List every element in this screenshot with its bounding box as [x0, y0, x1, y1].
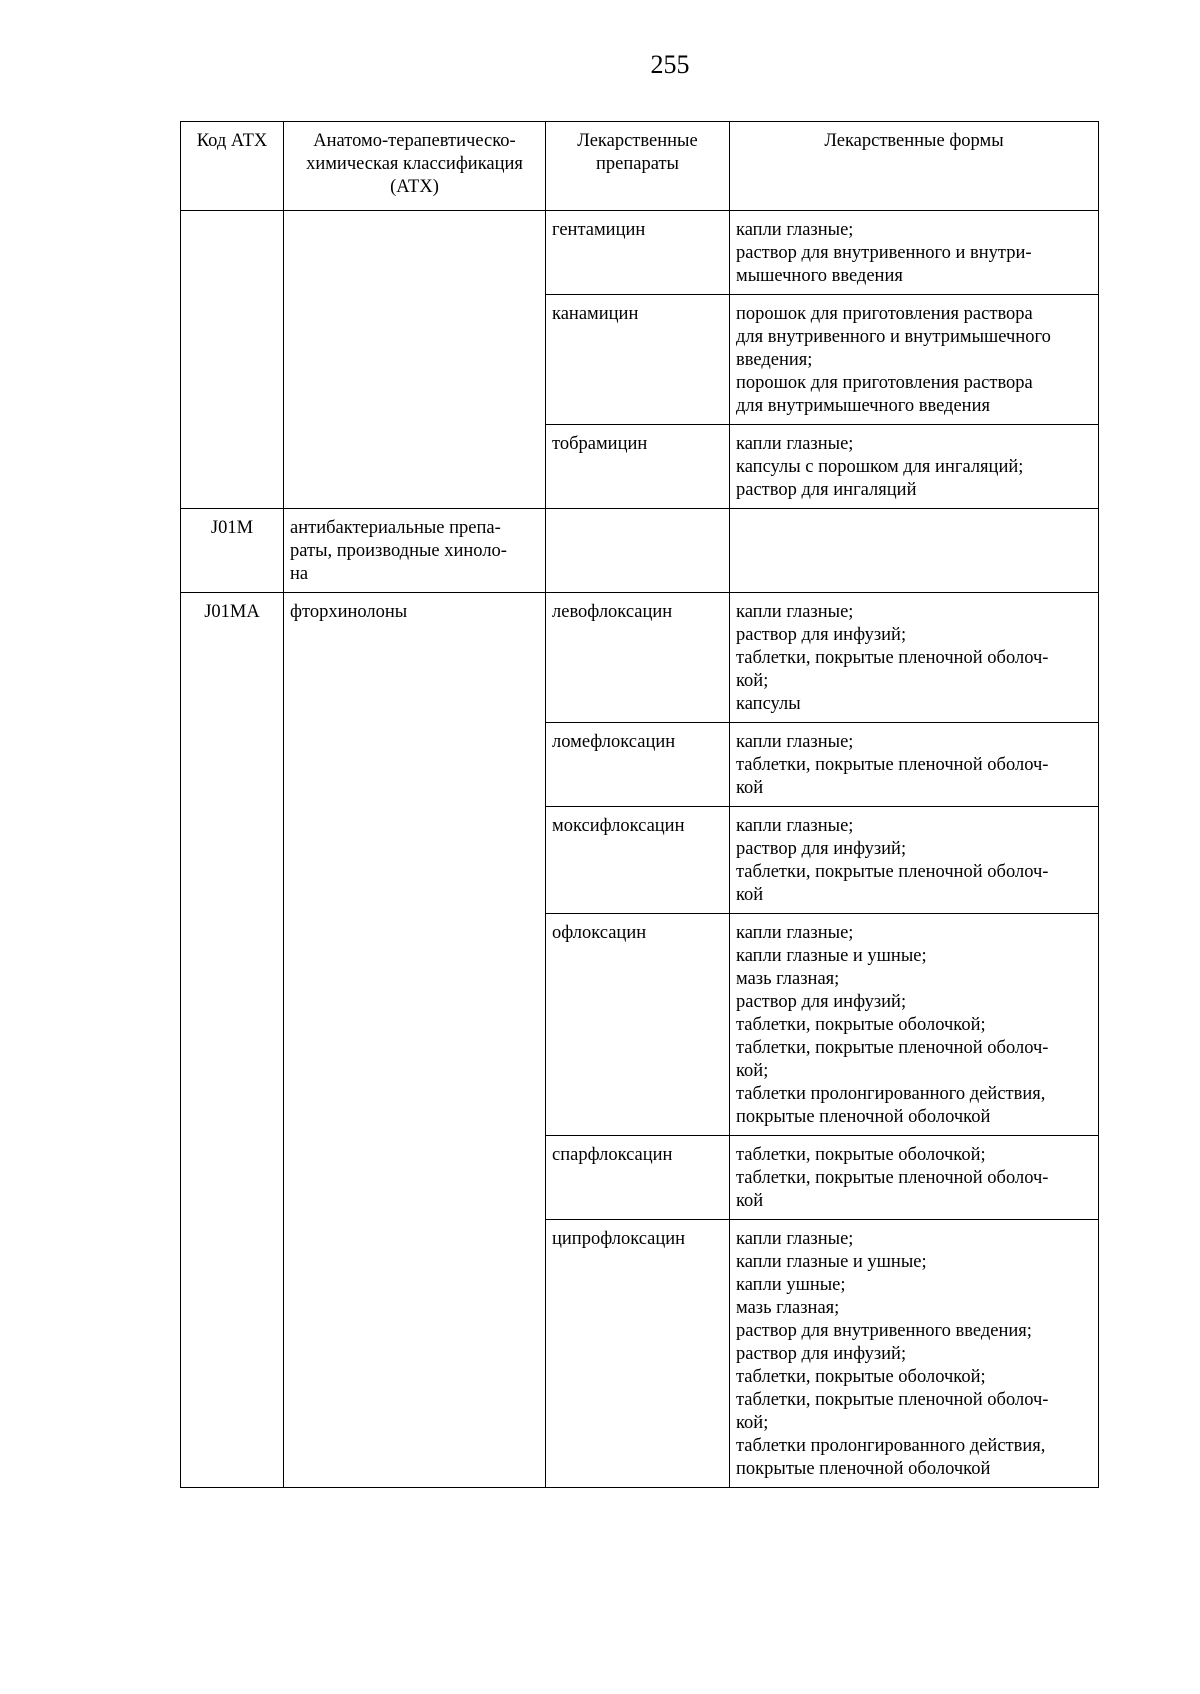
dosage-form-line: капсулы — [736, 694, 801, 714]
header-dosage-forms: Лекарственные формы — [730, 122, 1099, 211]
dosage-forms-cell — [730, 1220, 1099, 1488]
classification-cell — [284, 593, 546, 723]
dosage-forms-cell — [730, 914, 1099, 1136]
header-classification: Анатомо-терапевтическо-химическая классификация (АТХ) — [284, 122, 546, 211]
dosage-form-line: для внутривенного и внутримышечного — [736, 327, 1051, 347]
dosage-form-line: кой — [736, 1191, 764, 1211]
dosage-forms-cell — [730, 211, 1099, 295]
atc-code: J01MA — [204, 602, 260, 622]
dosage-forms-cell — [730, 509, 1099, 593]
dosage-forms-cell — [730, 1136, 1099, 1220]
dosage-form-line: кой — [736, 885, 764, 905]
dosage-form-line: раствор для инфузий; — [736, 992, 907, 1012]
drug-name: спарфлоксацин — [552, 1145, 673, 1165]
classification-cell — [284, 211, 546, 295]
classification-cell — [284, 807, 546, 914]
table-row — [181, 1220, 1099, 1488]
dosage-form-line: покрытые пленочной оболочкой — [736, 1107, 991, 1127]
drug-name-cell — [546, 723, 730, 807]
table-row — [181, 295, 1099, 425]
table-row — [181, 914, 1099, 1136]
dosage-form-line: капли глазные и ушные; — [736, 946, 927, 966]
drug-name: левофлоксацин — [552, 602, 673, 622]
dosage-forms-cell — [730, 425, 1099, 509]
table-row — [181, 425, 1099, 509]
dosage-form-line: таблетки, покрытые пленочной оболоч- — [736, 862, 1049, 882]
dosage-form-line: покрытые пленочной оболочкой — [736, 1459, 991, 1479]
dosage-form-line: капли глазные и ушные; — [736, 1252, 927, 1272]
dosage-form-line: порошок для приготовления раствора — [736, 373, 1033, 393]
dosage-form-line: раствор для инфузий; — [736, 839, 907, 859]
dosage-form-line: капли глазные; — [736, 923, 854, 943]
classification-cell — [284, 914, 546, 1136]
dosage-form-line: кой; — [736, 1413, 769, 1433]
dosage-form-line: капли глазные; — [736, 602, 854, 622]
classification-line: раты, производные хиноло- — [290, 541, 507, 561]
atc-code: J01M — [210, 518, 254, 538]
dosage-form-line: введения; — [736, 350, 813, 370]
atc-code-cell — [181, 914, 284, 1136]
table-row — [181, 211, 1099, 295]
dosage-form-line: таблетки, покрытые пленочной оболоч- — [736, 648, 1049, 668]
atc-code-cell — [181, 509, 284, 593]
table-row — [181, 807, 1099, 914]
dosage-form-line: кой; — [736, 671, 769, 691]
dosage-form-line: капли глазные; — [736, 732, 854, 752]
drug-name-cell — [546, 914, 730, 1136]
drug-name-cell — [546, 509, 730, 593]
dosage-form-line: таблетки, покрытые оболочкой; — [736, 1015, 986, 1035]
dosage-form-line: таблетки пролонгированного действия, — [736, 1084, 1046, 1104]
dosage-form-line: раствор для ингаляций — [736, 480, 917, 500]
dosage-form-line: раствор для инфузий; — [736, 625, 907, 645]
drug-name-cell — [546, 211, 730, 295]
dosage-forms-cell — [730, 593, 1099, 723]
dosage-form-line: капли глазные; — [736, 1229, 854, 1249]
atc-drug-table — [180, 121, 1099, 1488]
dosage-forms-cell — [730, 295, 1099, 425]
dosage-form-line: капли глазные; — [736, 434, 854, 454]
dosage-form-line: мазь глазная; — [736, 1298, 840, 1318]
dosage-form-line: таблетки, покрытые пленочной оболоч- — [736, 755, 1049, 775]
dosage-form-line: раствор для внутривенного введения; — [736, 1321, 1032, 1341]
drug-name: канамицин — [552, 304, 639, 324]
atc-code-cell — [181, 723, 284, 807]
classification-line: антибактериальные препа- — [290, 518, 501, 538]
table-row — [181, 723, 1099, 807]
drug-name: моксифлоксацин — [552, 816, 685, 836]
dosage-form-line: капли глазные; — [736, 220, 854, 240]
drug-name: тобрамицин — [552, 434, 648, 454]
classification-cell — [284, 295, 546, 425]
atc-code-cell — [181, 593, 284, 723]
dosage-form-line: таблетки, покрытые пленочной оболоч- — [736, 1038, 1049, 1058]
table-row — [181, 593, 1099, 723]
drug-name: офлоксацин — [552, 923, 647, 943]
drug-name-cell — [546, 1136, 730, 1220]
drug-name-cell — [546, 807, 730, 914]
dosage-form-line: капли ушные; — [736, 1275, 846, 1295]
classification-cell — [284, 509, 546, 593]
dosage-form-line: мышечного введения — [736, 266, 903, 286]
atc-code-cell — [181, 807, 284, 914]
classification-line: на — [290, 564, 309, 584]
drug-name: ломефлоксацин — [552, 732, 676, 752]
drug-name-cell — [546, 295, 730, 425]
dosage-form-line: раствор для инфузий; — [736, 1344, 907, 1364]
atc-code-cell — [181, 295, 284, 425]
drug-name-cell — [546, 593, 730, 723]
dosage-form-line: таблетки, покрытые оболочкой; — [736, 1145, 986, 1165]
dosage-form-line: таблетки пролонгированного действия, — [736, 1436, 1046, 1456]
dosage-form-line: порошок для приготовления раствора — [736, 304, 1033, 324]
dosage-form-line: таблетки, покрытые пленочной оболоч- — [736, 1168, 1049, 1188]
atc-code-cell — [181, 1136, 284, 1220]
drug-name-cell — [546, 425, 730, 509]
dosage-form-line: капли глазные; — [736, 816, 854, 836]
drug-name-cell — [546, 1220, 730, 1488]
dosage-form-line: раствор для внутривенного и внутри- — [736, 243, 1032, 263]
classification-cell — [284, 1220, 546, 1488]
table-row — [181, 509, 1099, 593]
atc-code-cell — [181, 1220, 284, 1488]
dosage-form-line: таблетки, покрытые оболочкой; — [736, 1367, 986, 1387]
dosage-form-line: кой; — [736, 1061, 769, 1081]
header-atc-code: Код АТХ — [181, 122, 284, 211]
table-header-row — [181, 122, 1099, 211]
page-number: 255 — [650, 50, 690, 79]
dosage-form-line: мазь глазная; — [736, 969, 840, 989]
classification-cell — [284, 425, 546, 509]
drug-name: ципрофлоксацин — [552, 1229, 686, 1249]
drug-name: гентамицин — [552, 220, 646, 240]
dosage-form-line: кой — [736, 778, 764, 798]
dosage-forms-cell — [730, 723, 1099, 807]
dosage-form-line: таблетки, покрытые пленочной оболоч- — [736, 1390, 1049, 1410]
table-body — [181, 211, 1099, 1488]
dosage-form-line: капсулы с порошком для ингаляций; — [736, 457, 1024, 477]
atc-code-cell — [181, 425, 284, 509]
classification-cell — [284, 1136, 546, 1220]
atc-code-cell — [181, 211, 284, 295]
dosage-form-line: для внутримышечного введения — [736, 396, 990, 416]
classification-line: фторхинолоны — [290, 602, 408, 622]
table-row — [181, 1136, 1099, 1220]
classification-cell — [284, 723, 546, 807]
dosage-forms-cell — [730, 807, 1099, 914]
header-drugs: Лекарственные препараты — [546, 122, 730, 211]
